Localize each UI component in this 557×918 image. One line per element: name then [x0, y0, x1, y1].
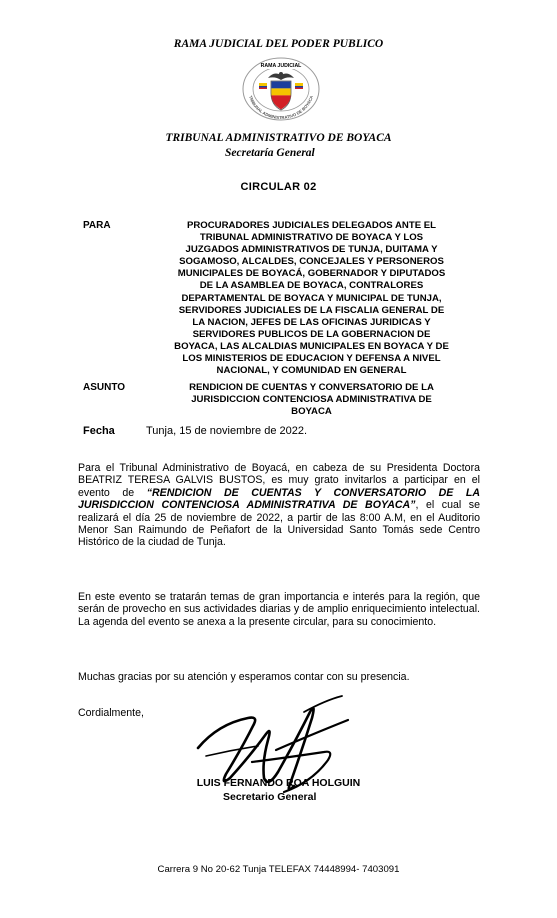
invitation-text-start: Para el Tribunal Administrativo de Boyacá, en cabeza de su Presidenta Doctora BEATRIZ TERESA GALVIS BUSTOS, es muy grato invitarlos a participar en el evento de [78, 462, 480, 499]
event-name: “RENDICION DE CUENTAS Y CONVERSATORIO DE LA JURISDICCION CONTENCIOSA ADMINISTRATIVA DE BOYACA” [78, 486, 480, 512]
tribunal-name: TRIBUNAL ADMINISTRATIVO DE BOYACA [165, 132, 392, 144]
para-recipients [146, 220, 477, 377]
para-line: NACIONAL, Y COMUNIDAD EN GENERAL [216, 365, 407, 377]
closing-salutation: Cordialmente, [78, 707, 144, 719]
para-line: SERVIDORES JUDICIALES DE LA FISCALIA GENERAL DE [178, 304, 445, 316]
para-line: SOGAMOSO, ALCALDES, CONCEJALES Y PERSONEROS [179, 256, 444, 268]
circular-title: CIRCULAR 02 [240, 181, 317, 193]
seal-text: RAMA JUDICIAL [260, 63, 302, 69]
invitation-text-end: , el cual se realizará el día 25 de noviembre de 2022, a partir de las 8:00 A.M, en el Auditorio Menor San Raimundo de Peñafort de la Universidad Santo Tomás sede Centro Histórico de la ciudad de Tunja. [78, 499, 480, 549]
event-description-paragraph: En este evento se tratarán temas de gran importancia e interés para la región, que serán de provecho en sus actividades diarias y de amplio enriquecimiento intelectual. La agenda del evento se anexa a la presente circular, para su conocimiento. [78, 591, 480, 628]
signatory-title: Secretario General [223, 791, 317, 803]
asunto-subject [146, 382, 477, 418]
fecha-label: Fecha [83, 425, 115, 437]
para-line: SERVIDORES PUBLICOS DE LA GOBERNACION DE [192, 328, 431, 340]
para-label: PARA [83, 220, 111, 231]
fecha-value: Tunja, 15 de noviembre de 2022. [146, 425, 308, 437]
para-line: TRIBUNAL ADMINISTRATIVO DE BOYACA Y LOS [199, 232, 424, 244]
para-line: BOYACA, LAS ALCALDIAS MUNICIPALES EN BOYACA Y DE [174, 340, 449, 352]
thanks-paragraph: Muchas gracias por su atención y esperamos contar con su presencia. [78, 671, 410, 683]
para-line: PROCURADORES JUDICIALES DELEGADOS ANTE EL [186, 220, 437, 231]
para-line: DE LA ASAMBLEA DE BOYACA, CONTRALORES [199, 280, 424, 292]
asunto-line: JURISDICCION CONTENCIOSA ADMINISTRATIVA DE [191, 394, 432, 406]
para-line: JUZGADOS ADMINISTRATIVOS DE TUNJA, DUITAMA Y [185, 244, 438, 256]
para-line: LOS MINISTERIOS DE EDUCACION Y DEFENSA A NIVEL [182, 353, 441, 365]
invitation-paragraph [78, 462, 480, 549]
para-line: DEPARTAMENTAL DE BOYACA Y MUNICIPAL DE TUNJA, [181, 292, 442, 304]
asunto-label: ASUNTO [83, 382, 126, 393]
para-line: MUNICIPALES DE BOYACÁ, GOBERNADOR Y DIPUTADOS [177, 268, 446, 280]
signatory-name: LUIS FERNANDO ROA HOLGUIN [196, 777, 361, 789]
rama-judicial-seal-icon [238, 56, 324, 122]
institution-header: RAMA JUDICIAL DEL PODER PUBLICO [173, 38, 384, 50]
para-line: LA NACION, JEFES DE LAS OFICINAS JURIDICAS Y [192, 316, 431, 328]
secretaria-subtitle: Secretaría General [225, 147, 315, 159]
asunto-line: RENDICION DE CUENTAS Y CONVERSATORIO DE LA [189, 382, 434, 393]
footer-address: Carrera 9 No 20-62 Tunja TELEFAX 74448994- 7403091 [157, 864, 400, 875]
asunto-line: BOYACA [291, 406, 332, 418]
seal-ring-text: TRIBUNAL ADMINISTRATIVO DE BOYACA [247, 94, 315, 121]
